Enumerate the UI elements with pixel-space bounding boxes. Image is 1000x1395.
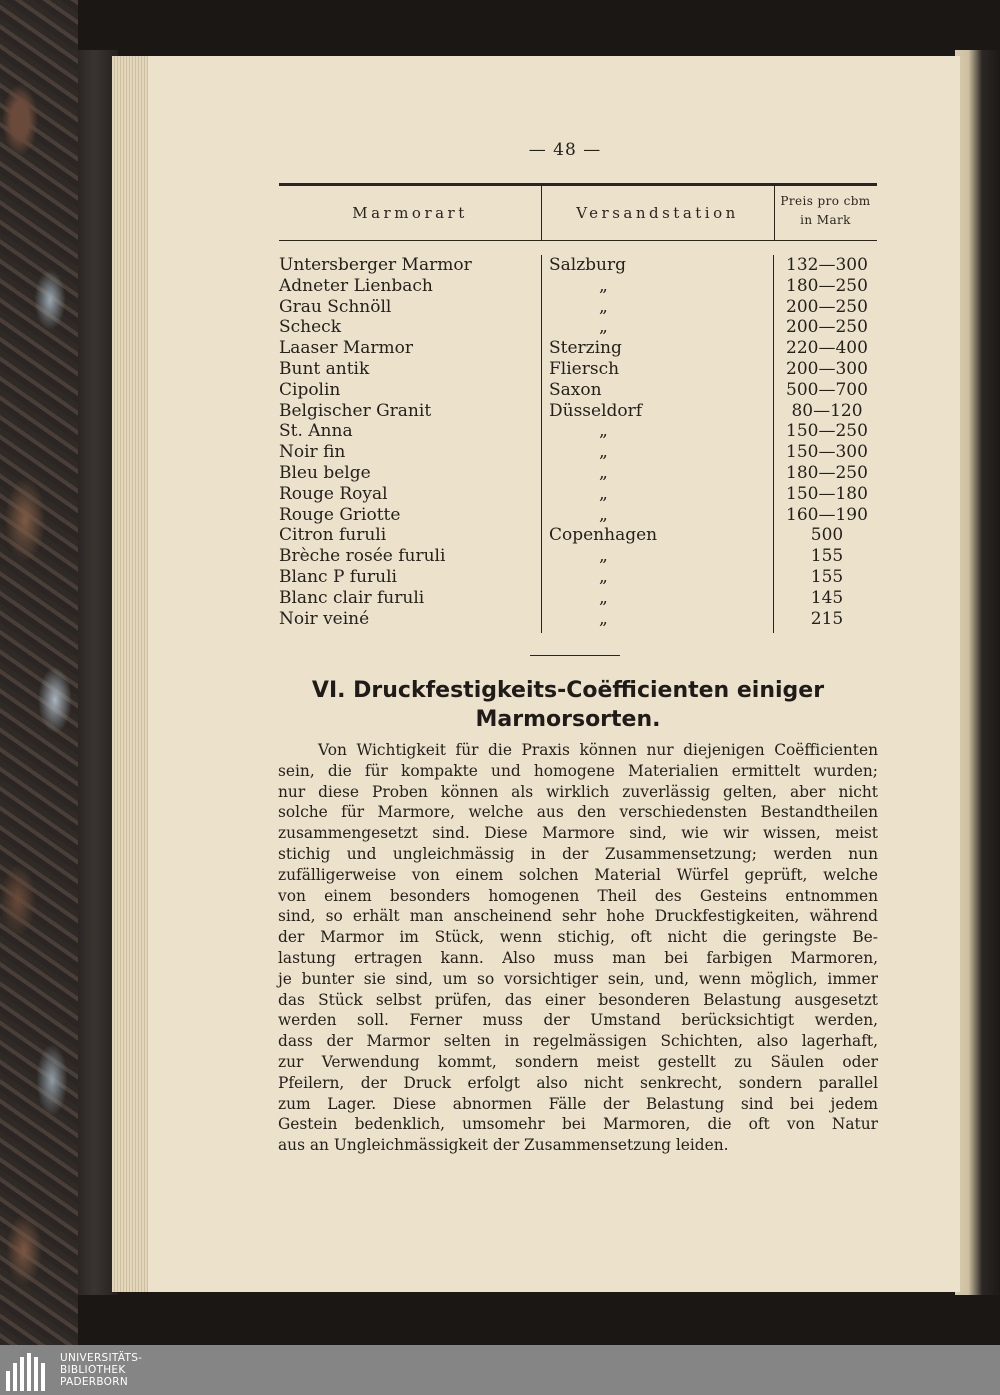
marble-name-cell: Grau Schnöll	[279, 296, 392, 317]
body-line: dass der Marmor selten in regelmässigen Schichten, also lagerhaft,	[278, 1032, 878, 1051]
price-cell: 215	[810, 608, 844, 629]
body-line: stichig und ungleichmässig in der Zusammensetzung; werden nun	[278, 844, 878, 863]
table-row	[279, 567, 877, 588]
body-line: Gestein bedenklich, umsomehr bei Marmoren, die oft von Natur	[278, 1115, 878, 1134]
station-cell: „	[599, 462, 608, 483]
station-cell: „	[599, 587, 608, 608]
marble-name-cell: Belgischer Granit	[279, 400, 432, 421]
table-row	[279, 401, 877, 422]
header-station: Versandstation	[576, 204, 739, 222]
price-cell: 200—250	[786, 317, 868, 338]
marbled-cover	[0, 0, 78, 1345]
table-top-rule	[279, 183, 877, 186]
table-row	[279, 525, 877, 546]
table-row	[279, 463, 877, 484]
price-cell: 155	[810, 546, 844, 567]
marble-name-cell: Citron furuli	[279, 525, 387, 546]
table-body	[279, 255, 877, 629]
price-cell: 150—300	[786, 442, 868, 463]
marble-name-cell: Bunt antik	[279, 358, 370, 379]
table-row	[279, 588, 877, 609]
marble-name-cell: Scheck	[279, 317, 341, 338]
marble-name-cell: Rouge Griotte	[279, 504, 401, 525]
station-cell: „	[599, 608, 608, 629]
section-body	[278, 740, 878, 1156]
table-row	[279, 255, 877, 276]
station-cell: „	[599, 296, 608, 317]
price-cell: 150—250	[786, 421, 868, 442]
facing-page-edge	[955, 50, 1000, 1295]
library-name-line2: BIBLIOTHEK	[60, 1364, 126, 1376]
price-cell: 220—400	[786, 338, 868, 359]
page-number: — 48 —	[528, 140, 602, 160]
price-cell: 150—180	[786, 483, 868, 504]
marble-name-cell: Blanc clair furuli	[279, 587, 425, 608]
body-line: zur Verwendung kommt, sondern meist gestellt zu Säulen oder	[278, 1052, 878, 1071]
library-name-line1: UNIVERSITÄTS-	[60, 1352, 143, 1364]
body-line: sein, die für kompakte und homogene Materialien ermittelt wurden;	[278, 761, 878, 780]
table-row	[279, 317, 877, 338]
header-price-line2: in Mark	[800, 213, 851, 227]
marble-name-cell: Adneter Lienbach	[279, 275, 433, 296]
book-page	[148, 56, 960, 1292]
table-row	[279, 276, 877, 297]
section-heading-line1: VI. Druckfestigkeits-Coëfficienten einiger	[311, 678, 825, 703]
price-cell: 132—300	[786, 255, 868, 275]
marble-name-cell: Noir fin	[279, 442, 346, 463]
library-footer	[0, 1345, 1000, 1395]
body-line: aus an Ungleichmässigkeit der Zusammensetzung leiden.	[278, 1136, 729, 1155]
price-cell: 160—190	[786, 504, 868, 525]
header-price	[774, 192, 877, 230]
body-line: der Marmor im Stück, wenn stichig, oft nicht die geringste Be-	[278, 928, 878, 947]
station-cell: „	[599, 504, 608, 525]
body-line: solche für Marmore, welche aus den verschiedensten Bestandtheilen	[278, 803, 878, 822]
table-row	[279, 484, 877, 505]
table-row	[279, 421, 877, 442]
station-cell: „	[599, 421, 608, 442]
body-line: zusammengesetzt sind. Diese Marmore sind, wie wir wissen, meist	[278, 824, 878, 843]
price-cell: 500—700	[786, 379, 868, 400]
body-line: lastung ertragen kann. Also muss man bei farbigen Marmoren,	[278, 948, 878, 967]
price-cell: 180—250	[786, 462, 868, 483]
marble-name-cell: St. Anna	[279, 421, 353, 442]
header-price-line1: Preis pro cbm	[780, 194, 871, 208]
marble-name-cell: Cipolin	[279, 379, 341, 400]
marble-name-cell: Untersberger Marmor	[279, 255, 472, 275]
station-cell: „	[599, 483, 608, 504]
header-marble-type: Marmorart	[352, 204, 468, 222]
price-cell: 80—120	[791, 400, 863, 421]
body-line: Pfeilern, der Druck erfolgt also nicht senkrecht, sondern parallel	[278, 1073, 878, 1092]
price-cell: 500	[810, 525, 844, 546]
station-cell: „	[599, 442, 608, 463]
library-logo-icon	[6, 1351, 52, 1391]
marble-name-cell: Rouge Royal	[279, 483, 388, 504]
station-cell: „	[599, 275, 608, 296]
station-cell: „	[599, 317, 608, 338]
page-edges	[112, 56, 152, 1292]
body-line: zufälligerweise von einem solchen Material Würfel geprüft, welche	[278, 865, 878, 884]
body-line: werden soll. Ferner muss der Umstand berücksichtigt werden,	[278, 1011, 878, 1030]
table-row	[279, 546, 877, 567]
body-line: je bunter sie sind, um so vorsichtiger sein, und, wenn möglich, immer	[278, 969, 878, 988]
body-line: sind, so erhält man anscheinend sehr hohe Druckfestigkeiten, während	[278, 907, 878, 926]
station-cell: „	[599, 566, 608, 587]
body-line: das Stück selbst prüfen, das einer besonderen Belastung ausgesetzt	[278, 990, 878, 1009]
price-cell: 200—300	[786, 358, 868, 379]
marble-name-cell: Brèche rosée furuli	[279, 546, 446, 567]
table-row	[279, 359, 877, 380]
section-heading-line2: Marmorsorten.	[475, 707, 661, 732]
marble-name-cell: Blanc P furuli	[279, 566, 397, 587]
station-cell: Saxon	[549, 379, 602, 400]
body-line: von einem besonders homogenen Theil des Gesteins entnommen	[278, 886, 878, 905]
body-line: nur diese Proben können als wirklich zuverlässig gelten, aber nicht	[278, 782, 878, 801]
library-name	[60, 1352, 142, 1388]
marble-name-cell: Laaser Marmor	[279, 338, 414, 359]
price-cell: 155	[810, 566, 844, 587]
table-row	[279, 338, 877, 359]
table-row	[279, 505, 877, 526]
station-cell: Copenhagen	[549, 525, 658, 546]
price-cell: 200—250	[786, 296, 868, 317]
table-row	[279, 609, 877, 630]
station-cell: „	[599, 546, 608, 567]
separator-rule	[530, 655, 620, 656]
price-cell: 180—250	[786, 275, 868, 296]
marble-name-cell: Noir veiné	[279, 608, 370, 629]
price-cell: 145	[810, 587, 844, 608]
marble-name-cell: Bleu belge	[279, 462, 371, 483]
station-cell: Fliersch	[549, 358, 620, 379]
table-row	[279, 442, 877, 463]
library-name-line3: PADERBORN	[60, 1376, 128, 1388]
table-row	[279, 380, 877, 401]
section-heading	[258, 676, 878, 734]
table-row	[279, 297, 877, 318]
table-header-rule	[279, 240, 877, 241]
station-cell: Düsseldorf	[549, 400, 643, 421]
station-cell: Sterzing	[549, 338, 622, 359]
body-line: zum Lager. Diese abnormen Fälle der Belastung sind bei jedem	[278, 1094, 878, 1113]
body-line: Von Wichtigkeit für die Praxis können nur diejenigen Coëfficienten	[318, 741, 878, 759]
station-cell: Salzburg	[549, 255, 627, 275]
